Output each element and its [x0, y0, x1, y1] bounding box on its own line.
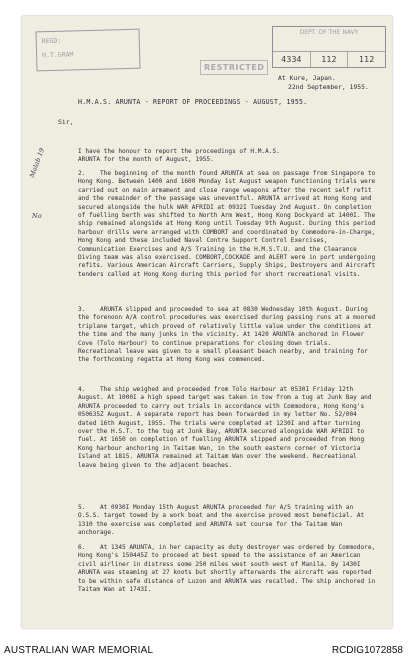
paragraph-number: 5.: [78, 504, 86, 511]
record-id: RCDIG1072858: [331, 645, 403, 656]
paragraph-number: 4.: [78, 386, 86, 393]
file-number-stamp: [272, 26, 386, 68]
document-page: [22, 16, 392, 628]
registry-stamp-line2: H.T.GRAM: [42, 50, 74, 60]
paragraph-5: [78, 504, 378, 538]
paragraph-number: 3.: [78, 306, 86, 313]
paragraph-text: At 1345 ARUNTA, in her capacity as duty destroyer was ordered by Commodore, Hong Kong's 150445Z to proceed at best speed to the assistance of an American civil airliner in distress some 250 miles west south west of Manila. By 1430I ARUNTA was steaming at 27 knots but shortly afterwards the aircraft was reported to be within safe distance of Luzon and ARUNTA was recalled. The ship anchored in Taitam Wan at 1743I.: [78, 544, 376, 594]
location: At Kure, Japan.: [278, 74, 336, 82]
restricted-stamp: RESTRICTED: [200, 60, 268, 75]
handwritten-margin-mark: No: [32, 212, 42, 220]
paragraph-4: [78, 386, 378, 470]
salutation: Sir,: [58, 118, 74, 126]
file-number-2: 112: [311, 52, 349, 67]
paragraph-6: [78, 544, 378, 594]
file-numbers: [273, 51, 385, 67]
intro-paragraph: I have the honour to report the proceedings of H.M.A.S. ARUNTA for the month of August, 1955.: [78, 148, 280, 164]
paragraph-2: [78, 170, 378, 279]
date: 22nd September, 1955.: [288, 83, 369, 91]
registry-stamp-line1: REGD:: [41, 36, 62, 46]
paragraph-3: [78, 306, 378, 365]
paragraph-number: 2.: [78, 170, 86, 177]
handwritten-margin-note: Malab 19: [28, 146, 47, 179]
paragraph-text: The beginning of the month found ARUNTA at sea on passage from Singapore to Hong Kong. Between 1400 and 1600 Monday 1st August weapon functioning trials were carried out on main armament and close range weapons after the recent self refit and the remainder of the passage was uneventful. ARUNTA arrived at Hong Kong and secured alongside the hulk WAR AFRIDI at 0932I Tuesday 2nd August. On completion of fuelling berth was shifted to North Arm West, Hong Kong Dockyard at 1400I. The ship remained alongside at Hong Kong until Tuesday 9th August. During this period harbour drills were arranged with COMBORT and coordinated by Commodore-in-Charge, Hong Kong and these included Naval Contre Support Control Exercises, Communication Exercises and A/S Training in the H.M.S.T.U. and the Clearance Diving team was also exercised. COMBORT,COCKADE and ALERT were in port undergoing refits. Various American Aircraft Carriers, Supply Ships, Destroyers and Aircraft tenders called at Hong Kong during this period for short recreational visits.: [78, 170, 376, 278]
paragraph-text: ARUNTA slipped and proceeded to sea at 0830 Wednesday 10th August. During the forenoon A/A control procedures was exercised during passing runs at a moored triplane target, which proved of relatively little value under the conditions at the time and the many junks in the vicinity. At 1420 ARUNTA anchored in Flower Cove (Tolo Harbour) to continue preparations for closing down trials. Recreational leave was given to a small pleasant beach nearby, and training for the forthcoming regatta at Hong Kong was commenced.: [78, 306, 376, 364]
paragraph-number: 6.: [78, 544, 86, 551]
paragraph-text: The ship weighed and proceeded from Tolo Harbour at 0530I Friday 12th August. At 1000I a high speed target was taken in tow from a tug at Junk Bay and ARUNTA proceeded to carry out trials in accordance with Commodore, Hong Kong's 050635Z August. A separate report has been forwarded in my letter No. 52/004 dated 16th August, 1955. The trials were completed at 1230I and after turning over the H.S.T. to the tug at Junk Bay, ARUNTA secured alongside WAR AFRIDI to fuel. At 1650 on completion of fuelling ARUNTA slipped and proceeded from Hong Kong harbour anchoring in Taitam Wan, in the south eastern corner of Victoria Island at 1815. ARUNTA remained at Taitam Wan over the weekend. Recreational leave being given to the adjacent beaches.: [78, 386, 372, 469]
paragraph-text: At 0930I Monday 15th August ARUNTA proceeded for A/S training with an O.S.S. target towed by a work boat and the exercise proved most beneficial. At 1310 the exercise was completed and ARUNTA set course for the Taitam Wan anchorage.: [78, 504, 365, 537]
report-title: H.M.A.S. ARUNTA - REPORT OF PROCEEDINGS - AUGUST, 1955.: [78, 98, 308, 106]
dept-label: DEPT. OF THE NAVY: [299, 29, 359, 36]
registry-stamp: [35, 29, 140, 72]
institution-label: AUSTRALIAN WAR MEMORIAL: [4, 645, 154, 656]
file-number-1: 4334: [273, 52, 311, 67]
file-number-3: 112: [359, 55, 375, 64]
letter-location-date: [278, 74, 369, 92]
